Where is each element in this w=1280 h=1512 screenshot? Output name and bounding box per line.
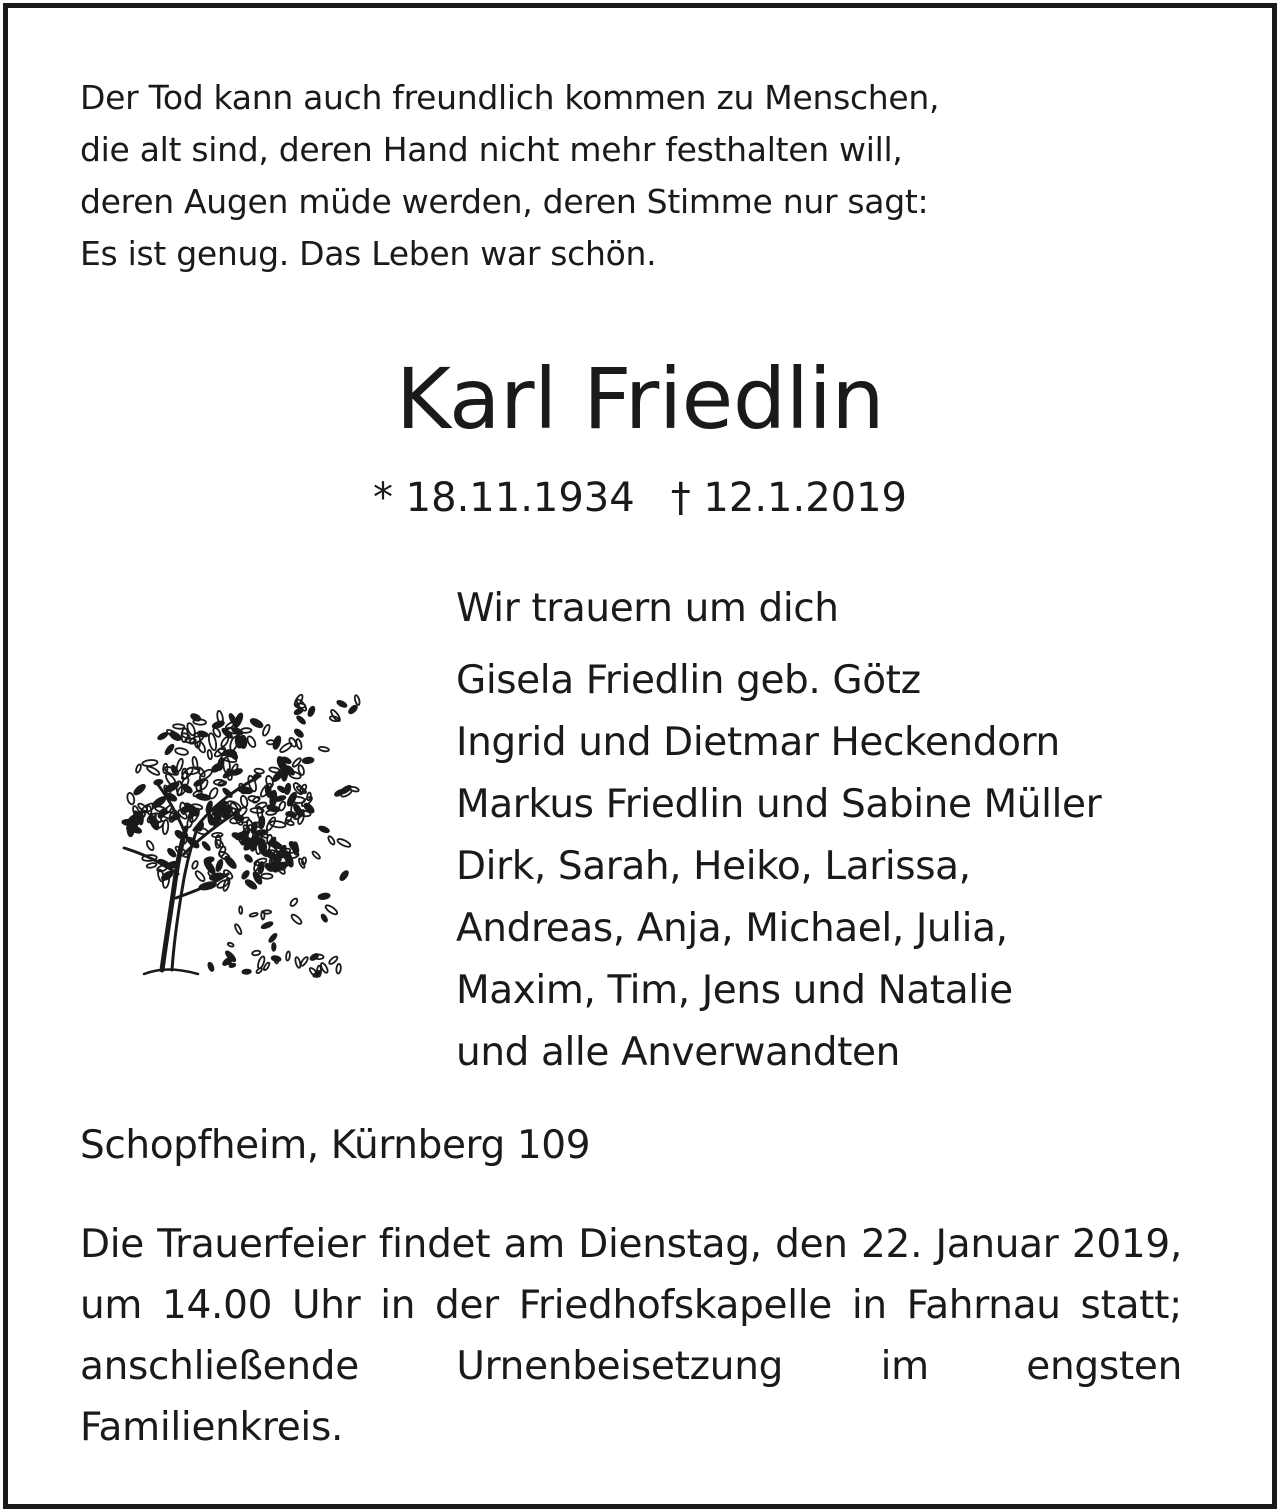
poem xyxy=(80,72,939,280)
poem-line: deren Augen müde werden, deren Stimme nur sagt: xyxy=(80,182,929,221)
funeral-service-info: Die Trauerfeier findet am Dienstag, den 22. Januar 2019, um 14.00 Uhr in der Friedhofskapelle in Fahrnau statt; anschließende Urnenbeisetzung im engsten Familienkreis. xyxy=(80,1222,1182,1450)
death-date: † 12.1.2019 xyxy=(670,475,908,521)
mourners-list xyxy=(456,578,1101,1084)
mourner-line: und alle Anverwandten xyxy=(456,1030,900,1075)
birth-date: * 18.11.1934 xyxy=(372,475,635,521)
mourner-line: Gisela Friedlin geb. Götz xyxy=(456,658,921,703)
life-dates xyxy=(0,470,1280,526)
deceased-name: Karl Friedlin xyxy=(395,350,885,448)
poem-line: Der Tod kann auch freundlich kommen zu Menschen, xyxy=(80,78,940,117)
mourner-line: Andreas, Anja, Michael, Julia, xyxy=(456,906,1008,951)
address: Schopfheim, Kürnberg 109 xyxy=(80,1123,591,1168)
mourner-line: Maxim, Tim, Jens und Natalie xyxy=(456,968,1013,1013)
mourner-line: Dirk, Sarah, Heiko, Larissa, xyxy=(456,844,971,889)
mourners-heading: Wir trauern um dich xyxy=(456,586,839,631)
mourner-line: Markus Friedlin und Sabine Müller xyxy=(456,782,1102,827)
windblown-tree-icon xyxy=(100,678,364,982)
poem-line: die alt sind, deren Hand nicht mehr festhalten will, xyxy=(80,130,903,169)
poem-line: Es ist genug. Das Leben war schön. xyxy=(80,234,657,273)
mourner-line: Ingrid und Dietmar Heckendorn xyxy=(456,720,1060,765)
